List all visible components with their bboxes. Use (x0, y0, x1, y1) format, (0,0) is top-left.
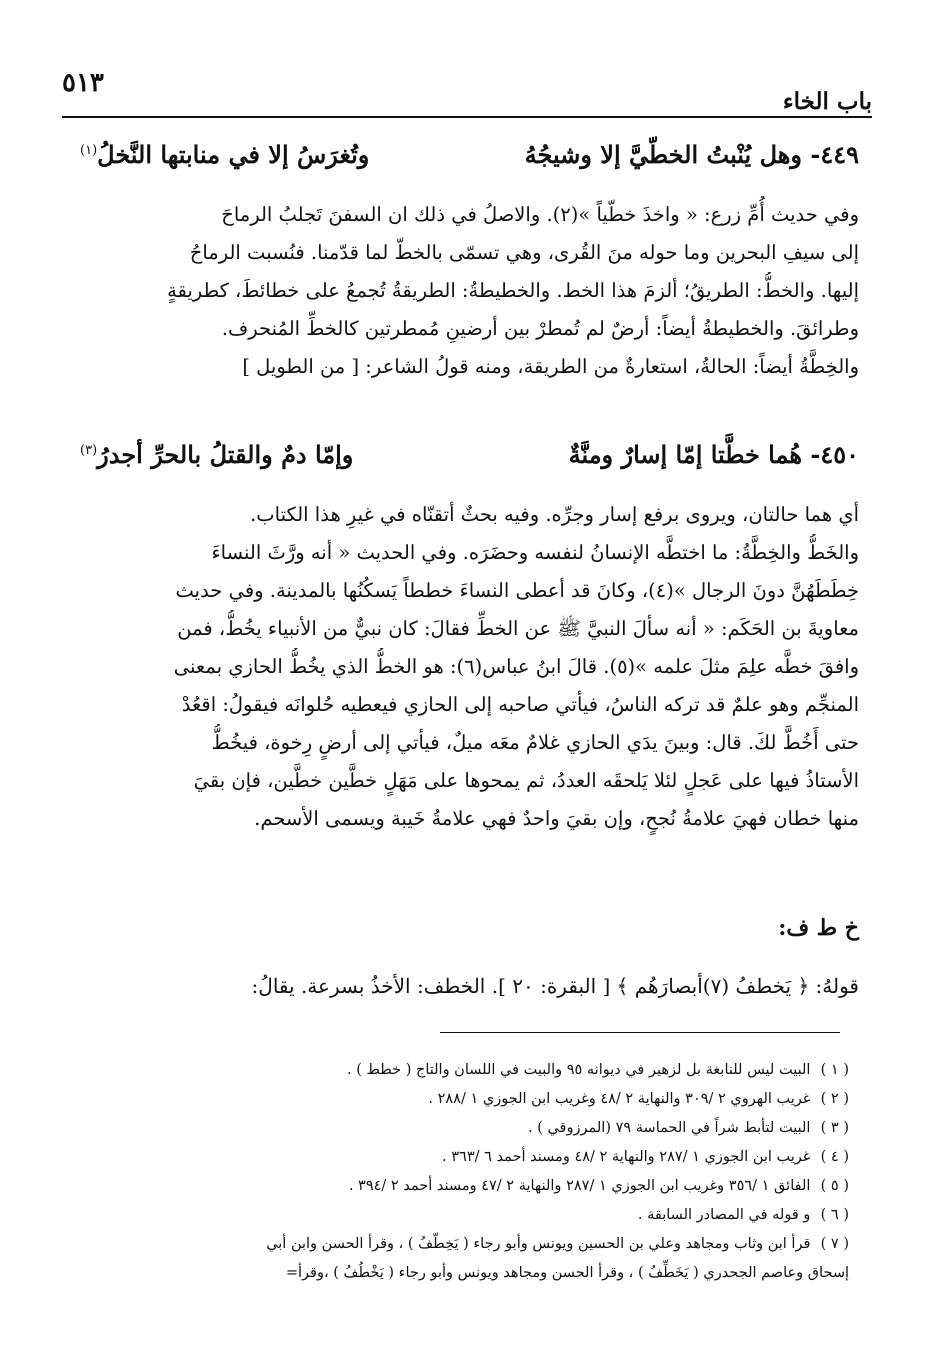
footnote-text: البيت ليس للنابغة بل لزهير في ديوانه ٩٥ والبيت في اللسان والتاج ( خطط ) . (346, 1062, 811, 1078)
text-line: الأستاذُ فيها على عَجلٍ لئلا يَلحقَه العددُ، ثم يمحوها على مَهَلٍ خطَّين خطَّين، فإن بقيَ (193, 769, 859, 792)
footnote-number: ( ٤ ) (820, 1149, 849, 1165)
text-line: والخَطُّ والخِطَّةُ: ما اختطَّه الإنسانُ لنفسه وحضَرَه. وفي الحديث « أنه ورَّثَ النساءَ (211, 541, 859, 564)
paragraph-1 (80, 196, 859, 386)
verse-second-hemistich-text: وتُغرَسُ إلا في منابتها النَّخلُ (97, 140, 370, 169)
footnote-continuation: إسحاق وعاصم الجحدري ( يَخَطِّفُ ) ، وقرأ الحسن ومجاهد ويونس وأبو رجاء ( يَخْطُفُ ) ،وقرأ= (285, 1265, 849, 1281)
footnote-number: ( ١ ) (820, 1062, 849, 1078)
footnote (70, 1056, 849, 1085)
footnote-number: ( ٧ ) (820, 1236, 849, 1252)
footnote-number: ( ٥ ) (820, 1178, 849, 1194)
footnote (70, 1230, 849, 1259)
footnote (70, 1172, 849, 1201)
text-line: وطرائقَ. والخطيطةُ أيضاً: أرضٌ لم تُمطرْ بين أرضينِ مُمطرتين كالخطِّ المُنحرف. (221, 317, 859, 340)
footnote (70, 1085, 849, 1114)
text-line: خِطَطَهُنَّ دونَ الرجال »(٤)، وكانَ قد أعطى النساءَ خططاً يَسكُنُها بالمدينة. وفي حديث (175, 579, 859, 602)
text-line: إليها. والخطُّ: الطريقُ؛ ألزمَ هذا الخط. والخطيطةُ: الطريقةُ تُجمعُ على خطائطَ، كطريقةٍ (167, 279, 859, 302)
text-line: المنجِّم وهو علمٌ قد تركه الناسُ، فيأتي صاحبه إلى الحازي فيعطيه حُلوانَه فيقولُ: اقعُدْ (181, 693, 859, 716)
verse-second-hemistich (80, 440, 353, 469)
page-number: ٥١٣ (62, 68, 104, 98)
text-line: وافقَ خطَّه علِمَ مثلَ علمه »(٥). قالَ ابنُ عباس(٦): هو الخطُّ الذي يخُطُّ الحازي بمعنى (173, 655, 859, 678)
text-line: والخِطَّةُ أيضاً: الحالةُ، استعارةٌ من الطريقة، ومنه قولُ الشاعر: [ من الطويل ] (242, 355, 859, 378)
verse-second-hemistich-text: وإمّا دمٌ والقتلُ بالحرِّ أجدرُ (97, 440, 354, 469)
verse-449 (80, 140, 859, 190)
verse-first-hemistich: ٤٤٩- وهل يُنْبتُ الخطّيَّ إلا وشيجُهُ (524, 140, 859, 169)
section-heading: خ ط ف: (778, 915, 859, 941)
footnote-text: و قوله في المصادر السابقة . (637, 1207, 811, 1223)
footnote-rule (440, 1032, 840, 1033)
footnote-text: الفائق ١ /٣٥٦ وغريب ابن الجوزي ١ /٢٨٧ والنهاية ٢ /٤٧ ومسند أحمد ٢ /٣٩٤ . (348, 1178, 811, 1194)
footnote (70, 1201, 849, 1230)
footnote (70, 1114, 849, 1143)
quran-quote-line: قولهُ: ﴿ يَخطفُ (٧)أبصارَهُم ﴾ [ البقرة: ٢٠ ]. الخطف: الأخذُ بسرعة. يقالُ: (251, 974, 859, 998)
verse-450 (80, 440, 859, 490)
text-line: أي هما حالتان، ويروى برفع إسار وجرِّه. وفيه بحثٌ أتقنّاه في غيرِ هذا الكتاب. (250, 503, 859, 526)
text-line: إلى سيفِ البحرين وما حوله منَ القُرى، وهي تسمّى بالخطّ لما قدّمنا. فنُسبت الرماحُ (189, 241, 859, 264)
footnote-text: قرأ ابن وثاب ومجاهد وعلي بن الحسين ويونس وأبو رجاء ( يَخِطّفُ ) ، وقرأ الحسن وابن أبي (266, 1236, 811, 1252)
verse-first-hemistich: ٤٥٠- هُما خطَّتا إمّا إسارٌ ومنَّةٌ (568, 440, 859, 469)
footnote-text: غريب ابن الجوزي ١ /٢٨٧ والنهاية ٢ /٤٨ ومسند أحمد ٦ /٣٦٣ . (442, 1149, 811, 1165)
text-line: معاويةَ بن الحَكَم: « أنه سألَ النبيَّ ﷺ عن الخطِّ فقالَ: كان نبيٌّ من الأنبياء يخُطُّ، فمن (177, 617, 859, 640)
footnote-text: البيت لتأبط شراً في الحماسة ٧٩ (المرزوقي ) . (527, 1120, 811, 1136)
text-line: حتى أَخُطَّ لكَ. قال: وبينَ يدَي الحازي غلامٌ معَه ميلٌ، فيأتي إلى أرضٍ رِخوة، فيخُطُّ (211, 731, 859, 754)
header-rule (62, 116, 872, 118)
text-line: منها خطان فهيَ علامةُ نُجحٍ، وإن بقيَ واحدٌ فهي علامةُ خَيبة ويسمى الأسحم. (254, 807, 859, 830)
page-header (62, 68, 872, 114)
footnote-ref: (١) (80, 143, 98, 158)
footnote (70, 1143, 849, 1172)
footnote-number: ( ٢ ) (820, 1091, 849, 1107)
footnote-text: غريب الهروي ٢ /٣٠٩ والنهاية ٢ /٤٨ وغريب ابن الجوزي ١ /٢٨٨ . (428, 1091, 811, 1107)
verse-second-hemistich (80, 140, 369, 169)
footnote-ref: (٣) (80, 443, 98, 458)
footnote-number: ( ٦ ) (820, 1207, 849, 1223)
footnote-number: ( ٣ ) (820, 1120, 849, 1136)
paragraph-2 (80, 496, 859, 838)
text-line: وفي حديث أُمِّ زرع: « واخذَ خطّياً »(٢). والاصلُ في ذلك ان السفنَ تَجلبُ الرماحَ (221, 203, 859, 226)
footnotes (70, 1056, 849, 1288)
chapter-title: باب الخاء (782, 88, 872, 115)
